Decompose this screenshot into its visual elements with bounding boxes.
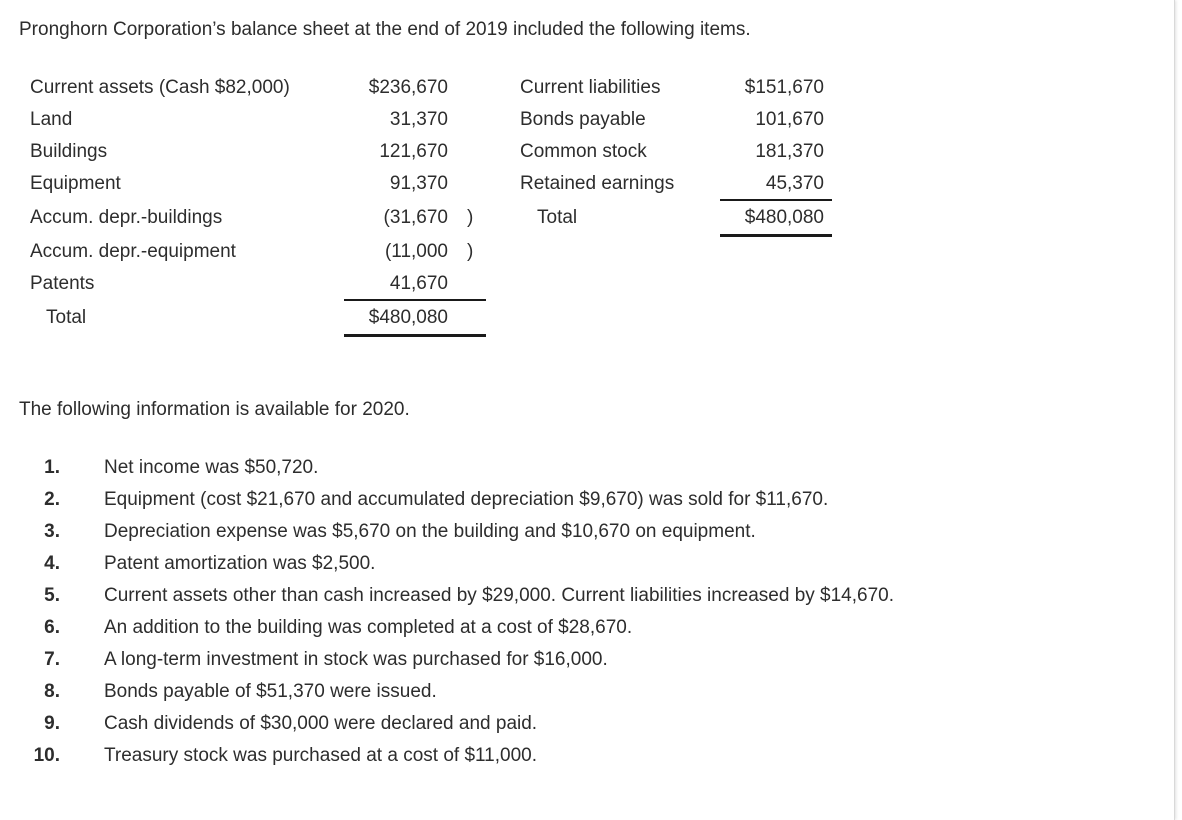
- liab-value-bonds-payable: 101,670: [755, 109, 824, 130]
- list-item: Treasury stock was purchased at a cost of $11,000.: [104, 745, 538, 766]
- asset-value-current-assets: $236,670: [368, 77, 448, 98]
- list-number: 1.: [44, 457, 60, 478]
- asset-label-buildings: Buildings: [30, 141, 108, 162]
- liab-subtotal-rule: [720, 199, 832, 201]
- asset-value-accum-depr-buildings: (31,670: [383, 207, 448, 228]
- assets-subtotal-rule: [344, 299, 486, 301]
- list-item: Depreciation expense was $5,670 on the building and $10,670 on equipment.: [104, 521, 756, 542]
- list-number: 8.: [44, 681, 60, 702]
- list-number: 3.: [44, 521, 60, 542]
- asset-label-accum-depr-equipment: Accum. depr.-equipment: [30, 241, 236, 262]
- asset-label-current-assets: Current assets (Cash $82,000): [30, 77, 290, 98]
- list-item: Equipment (cost $21,670 and accumulated depreciation $9,670) was sold for $11,670.: [104, 489, 829, 510]
- liab-label-current-liabilities: Current liabilities: [520, 77, 661, 98]
- liab-value-current-liabilities: $151,670: [744, 77, 824, 98]
- list-item: Current assets other than cash increased by $29,000. Current liabilities increased by $14,670.: [104, 585, 895, 606]
- list-item: Cash dividends of $30,000 were declared and paid.: [104, 713, 538, 734]
- liab-label-common-stock: Common stock: [520, 141, 647, 162]
- asset-label-equipment: Equipment: [30, 173, 121, 194]
- list-number: 4.: [44, 553, 60, 574]
- liab-label-retained-earnings: Retained earnings: [520, 173, 675, 194]
- asset-value-land: 31,370: [389, 109, 448, 130]
- liab-label-bonds-payable: Bonds payable: [520, 109, 646, 130]
- liab-total-double-rule: [720, 234, 832, 237]
- list-number: 6.: [44, 617, 60, 638]
- list-number: 7.: [44, 649, 60, 670]
- asset-value-total: $480,080: [368, 307, 448, 328]
- list-item: An addition to the building was completed at a cost of $28,670.: [104, 617, 633, 638]
- list-item: Bonds payable of $51,370 were issued.: [104, 681, 437, 702]
- list-item: Patent amortization was $2,500.: [104, 553, 376, 574]
- asset-label-land: Land: [30, 109, 73, 130]
- asset-value-accum-depr-equipment: (11,000: [384, 241, 448, 262]
- list-item: Net income was $50,720.: [104, 457, 319, 478]
- asset-paren-accum-depr-equipment: ): [467, 241, 474, 262]
- list-number: 10.: [33, 745, 60, 766]
- info-heading: The following information is available for 2020.: [19, 399, 410, 420]
- list-number: 9.: [44, 713, 60, 734]
- liab-label-total: Total: [537, 207, 578, 228]
- asset-label-total: Total: [46, 307, 87, 328]
- asset-label-patents: Patents: [30, 273, 95, 294]
- asset-value-patents: 41,670: [389, 273, 448, 294]
- asset-paren-accum-depr-buildings: ): [467, 207, 474, 228]
- list-item: A long-term investment in stock was purchased for $16,000.: [104, 649, 608, 670]
- liab-value-retained-earnings: 45,370: [765, 173, 824, 194]
- list-number: 2.: [44, 489, 60, 510]
- list-number: 5.: [44, 585, 60, 606]
- liab-value-common-stock: 181,370: [755, 141, 824, 162]
- asset-value-equipment: 91,370: [389, 173, 448, 194]
- asset-label-accum-depr-buildings: Accum. depr.-buildings: [30, 207, 223, 228]
- liab-value-total: $480,080: [744, 207, 824, 228]
- asset-value-buildings: 121,670: [379, 141, 448, 162]
- assets-total-double-rule: [344, 334, 486, 337]
- intro-text: Pronghorn Corporation’s balance sheet at the end of 2019 included the following items.: [19, 19, 751, 40]
